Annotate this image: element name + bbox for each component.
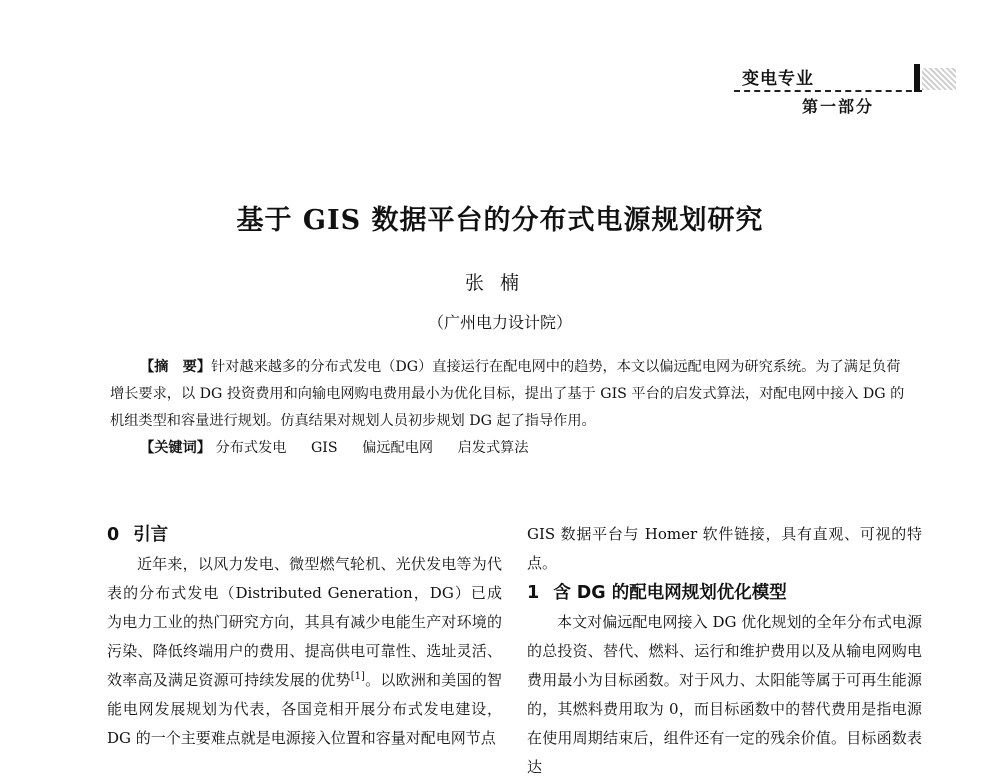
section-heading-intro — [107, 520, 502, 550]
intro-paragraph — [107, 550, 502, 753]
affiliation: （广州电力设计院） — [427, 313, 572, 332]
keywords — [110, 435, 910, 462]
keyword-item: 偏远配电网 — [362, 440, 434, 456]
intro-text-part1: 近年来，以风力发电、微型燃气轮机、光伏发电等为代表的分布式发电（Distributed Generation，DG）已成为电力工业的热门研究方向，其具有减少电能生产对环境的污染、降低终端用户的费用、提高供电可靠性、选址灵活、效率高及满足资源可持续发展的优势 — [107, 555, 502, 689]
section-number: 0 — [107, 525, 120, 545]
section-heading-text: 引言 — [133, 525, 169, 545]
continued-paragraph: GIS 数据平台与 Homer 软件链接，具有直观、可视的特点。 — [527, 525, 922, 572]
model-paragraph: 本文对偏远配电网接入 DG 优化规划的全年分布式电源的总投资、替代、燃料、运行和维护费用以及从输电网购电费用最小为目标函数。对于风力、太阳能等属于可再生能源的，其燃料费用取为 0，而目标函数中的替代费用是指电源在使用周期结束后，组件还有一定的残余价值。目标函数表达 — [527, 613, 922, 776]
citation-ref: [1] — [350, 671, 365, 682]
abstract — [110, 354, 910, 435]
header-section-title: 变电专业 — [742, 69, 814, 89]
abstract-text: 针对越来越多的分布式发电（DG）直接运行在配电网中的趋势，本文以偏远配电网为研究系统。为了满足负荷增长要求，以 DG 投资费用和向输电网购电费用最小为优化目标，提出了基于 GIS 平台的启发式算法，对配电网中接入 DG 的机组类型和容量进行规划。仿真结果对规划人员初步规划 DG 起了指导作用。 — [110, 359, 905, 429]
paper-title: 基于 GIS 数据平台的分布式电源规划研究 — [236, 205, 764, 236]
header-divider — [734, 90, 922, 92]
keyword-item: GIS — [310, 440, 338, 456]
left-column — [107, 520, 502, 753]
section-number: 1 — [527, 583, 540, 603]
header-subsection: 第一部分 — [802, 97, 875, 116]
intro-text-part2: 。以欧洲和美国的智能电网发展规划为代表，各国竞相开展分布式发电建设，DG 的一个主要难点就是电源接入位置和容量对配电网节点 — [107, 671, 502, 747]
section-heading-model — [527, 578, 922, 608]
author: 张楠 — [464, 272, 535, 294]
abstract-block — [110, 354, 910, 462]
keyword-item: 分布式发电 — [215, 440, 287, 456]
keywords-label: 【关键词】 — [140, 440, 211, 456]
abstract-label: 【摘 要】 — [140, 359, 211, 375]
header-pattern-block — [922, 68, 956, 90]
right-column — [527, 520, 922, 782]
running-header — [724, 62, 954, 122]
header-bar-mark — [914, 64, 920, 92]
section-heading-text: 含 DG 的配电网规划优化模型 — [553, 583, 787, 603]
keyword-item: 启发式算法 — [457, 440, 529, 456]
